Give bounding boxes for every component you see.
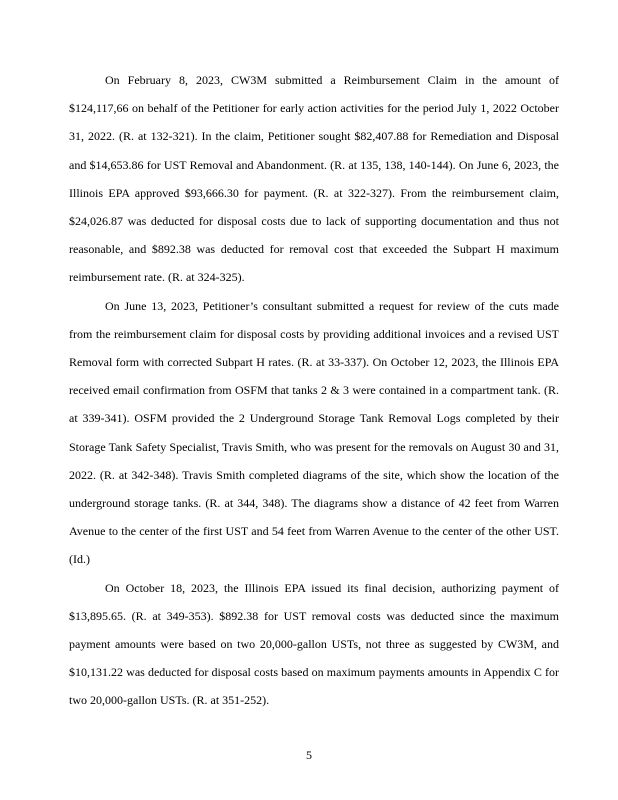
paragraph-review-request: On June 13, 2023, Petitioner’s consultant submitted a request for review of the cuts made from the reimbursement claim for disposal costs by providing additional invoices and a revised UST Removal form with corrected Subpart H rates. (R. at 33-337). On October 12, 2023, the Illinois EPA received email confirmation from OSFM that tanks 2 & 3 were contained in a compartment tank. (R. at 339-341). OSFM provided the 2 Underground Storage Tank Removal Logs completed by their Storage Tank Safety Specialist, Travis Smith, who was present for the removals on August 30 and 31, 2022. (R. at 342-348). Travis Smith completed diagrams of the site, which show the location of the underground storage tanks. (R. at 344, 348). The diagrams show a distance of 42 feet from Warren Avenue to the center of the first UST and 54 feet from Warren Avenue to the center of the other UST. (Id.) [69,298,559,567]
page-number: 5 [306,748,312,762]
body-text [69,66,559,715]
paragraph-final-decision: On October 18, 2023, the Illinois EPA issued its final decision, authorizing payment of $13,895.65. (R. at 349-353). $892.38 for UST removal costs was deducted since the maximum payment amounts were based on two 20,000-gallon USTs, not three as suggested by CW3M, and $10,131.22 was deducted for disposal costs based on maximum payments amounts in Appendix C for two 20,000-gallon USTs. (R. at 351-252). [69,580,559,708]
paragraph-reimbursement-claim: On February 8, 2023, CW3M submitted a Reimbursement Claim in the amount of $124,117,66 on behalf of the Petitioner for early action activities for the period July 1, 2022 October 31, 2022. (R. at 132-321). In the claim, Petitioner sought $82,407.88 for Remediation and Disposal and $14,653.86 for UST Removal and Abandonment. (R. at 135, 138, 140-144). On June 6, 2023, the Illinois EPA approved $93,666.30 for payment. (R. at 322-327). From the reimbursement claim, $24,026.87 was deducted for disposal costs due to lack of supporting documentation and thus not reasonable, and $892.38 was deducted for removal cost that exceeded the Subpart H maximum reimbursement rate. (R. at 324-325). [69,73,559,285]
